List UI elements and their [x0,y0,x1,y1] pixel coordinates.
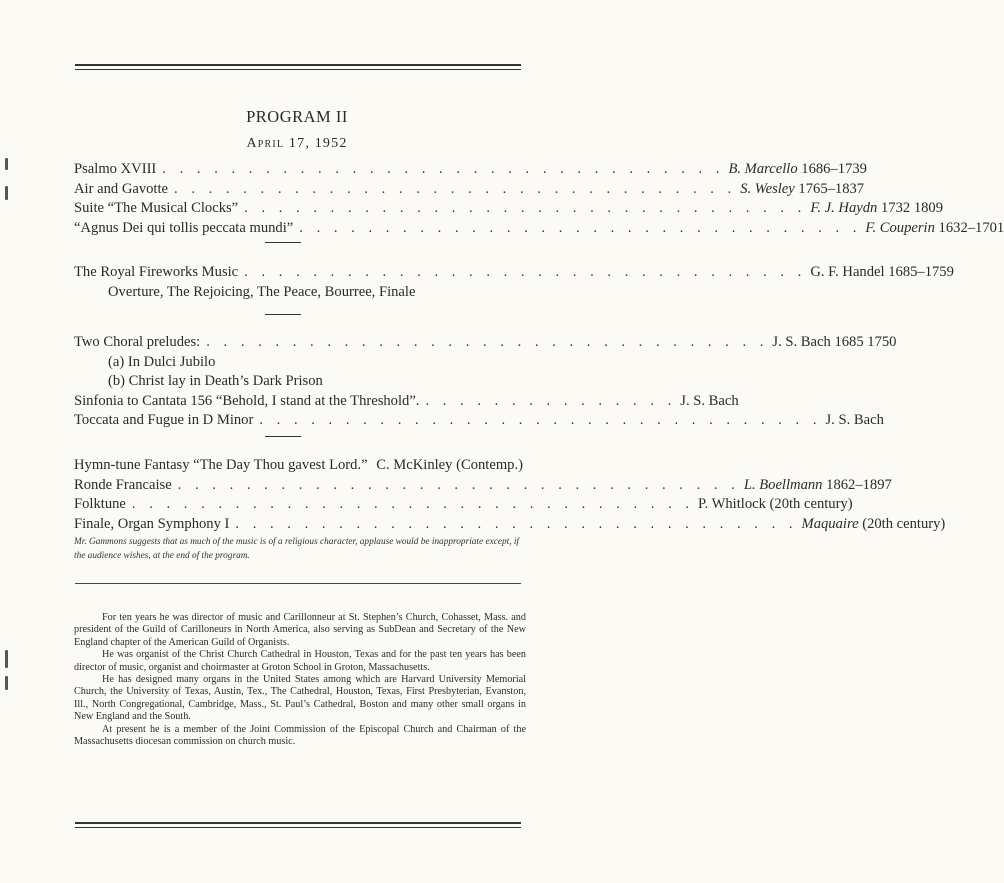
program-item [74,495,853,515]
program-group-4 [74,456,946,534]
scan-mark [5,650,8,668]
piece-title: Sinfonia to Cantata 156 “Behold, I stand at the Threshold”. [74,392,420,409]
program-date: April 17, 1952 [246,136,348,151]
leader-dots: . . . . . . . . . . . . . . . . . . . . . . . . . . . . . . . . . [206,334,769,350]
program-item [74,199,944,219]
composer-name: F. J. Haydn [810,200,878,216]
leader-dots: . . . . . . . . . . . . . . . . . . . . . . . . . . . . . . . . . [177,476,740,493]
organist-biography [74,612,526,748]
program-item [74,180,865,200]
program-item [74,456,523,476]
prelude-item: (a) In Dulci Jubilo [108,353,216,370]
composer-credit [372,456,523,476]
piece-title: Hymn-tune Fantasy “The Day Thou gavest Lord.” [74,457,368,473]
piece-title: Toccata and Fugue in D Minor [74,412,254,428]
program-item [74,333,897,353]
composer-name: Maquaire [801,515,859,532]
bio-paragraph: He has designed many organs in the United States among which are Harvard University Memorial Church, the University of Texas, Austin, Tex., The Cathedral, Houston, Texas, First Presbyterian, Evanston, Ill., North Congregational, Cambridge, Mass., St. Paul’s Cathedral, Boston and many other small organs in New England and the South. [74,674,526,723]
program-title: PROGRAM II [246,107,348,126]
leader-dots: . . . . . . . . . . . . . . . . . . . . . . . . . . . . . . . . . [131,496,695,512]
leader-dots: . . . . . . . . . . . . . . . . . . . . . . . . . . . . . . . . . [162,161,725,177]
program-group-1 [74,160,1004,238]
piece-title: “Agnus Dei qui tollis peccata mundi” [74,219,294,236]
program-item [74,263,954,283]
movement-list: Overture, The Rejoicing, The Peace, Bourree, Finale [108,283,416,300]
piece-title: Suite “The Musical Clocks” [74,200,239,216]
composer-dates: (20th century) [862,515,946,532]
composer-name: J. S. Bach [825,412,884,428]
composer-dates: (20th century) [769,496,853,512]
applause-note: Mr. Gammons suggests that as much of the music is of a religious character, applause would be inappropriate except, if the audience wishes, at the end of the program. [74,537,520,561]
scan-mark [5,186,8,200]
composer-name: L. Boellmann [743,476,823,493]
program-item [74,515,946,535]
piece-title: Air and Gavotte [74,180,169,197]
prelude-item: (b) Christ lay in Death’s Dark Prison [108,373,323,389]
composer-credit [768,333,896,353]
section-divider [265,436,301,437]
program-item [74,219,1004,239]
leader-dots: . . . . . . . . . . . . . . . . . . . . . . . . . . . . . . . . . [244,200,807,216]
piece-title: Ronde Francaise [74,476,172,493]
composer-name: F. Couperin [865,219,935,236]
composer-credit [861,219,1004,239]
piece-title: Finale, Organ Symphony I [74,515,230,532]
composer-dates: 1765–1837 [798,180,865,197]
composer-name: C. McKinley [376,457,453,473]
section-divider [265,314,301,315]
program-item [74,160,867,180]
piece-title: Psalmo XVIII [74,161,157,177]
composer-dates: 1862–1897 [826,476,892,493]
bio-paragraph: He was organist of the Christ Church Cathedral in Houston, Texas and for the past ten years has been director of music, organist and choirmaster at Groton School in Groton, Massachusetts. [74,649,526,673]
composer-credit [724,160,867,180]
composer-name: S. Wesley [740,180,795,197]
program-item [74,476,892,496]
leader-dots: . . . . . . . . . . . . . . . . . . . . . . . . . . . . . . . . . [235,515,798,532]
program-group-3 [74,333,897,431]
program-item [74,392,739,412]
composer-name: G. F. Handel [810,264,885,280]
piece-title: Folktune [74,496,126,512]
piece-title: The Royal Fireworks Music [74,264,239,280]
leader-dots: . . . . . . . . . . . . . . . . . . . . . . . . . . . . . . . . . [244,264,807,280]
leader-dots: . . . . . . . . . . . . . . . . . . . . . . . . . . . . . . . . . [259,412,822,428]
bottom-double-rule [75,822,521,828]
composer-credit [740,476,892,496]
section-divider [265,242,301,243]
program-item [74,411,884,431]
composer-dates: (Contemp.) [456,457,523,473]
horizontal-rule [75,583,521,584]
scan-mark [5,676,8,690]
top-double-rule [75,64,521,70]
bio-paragraph: For ten years he was director of music and Carillonneur at St. Stephen’s Church, Cohasset, Mass. and president of the Guild of Carilloneurs in North America, also serving as SubDean and Secretary of the New England chapter of the American Guild of Organists. [74,612,526,648]
scan-mark [5,158,8,170]
composer-name: B. Marcello [728,161,798,177]
piece-title: Two Choral preludes: [74,334,201,350]
composer-dates: 1686–1739 [801,161,867,177]
composer-dates: 1632–1701 [938,219,1004,236]
composer-name: J. S. Bach [772,334,831,350]
leader-dots: . . . . . . . . . . . . . . . . . . . . . . . . . . . . . . . . . [174,180,737,197]
composer-credit [798,515,946,535]
composer-credit [806,199,943,219]
composer-dates: 1685 1750 [834,334,897,350]
composer-name: J. S. Bach [680,392,739,409]
composer-credit [806,263,954,283]
composer-credit [694,495,853,515]
bio-paragraph: At present he is a member of the Joint Commission of the Episcopal Church and Chairman of the Massachusetts diocesan commission on church music. [74,723,526,748]
composer-dates: 1685–1759 [888,264,954,280]
leader-dots: . . . . . . . . . . . . . . . [425,392,677,409]
composer-dates: 1732 1809 [880,200,944,216]
composer-name: P. Whitlock [698,496,766,512]
leader-dots: . . . . . . . . . . . . . . . . . . . . . . . . . . . . . . . . . [299,219,862,236]
program-group-2 [74,263,954,302]
composer-credit [736,180,864,200]
